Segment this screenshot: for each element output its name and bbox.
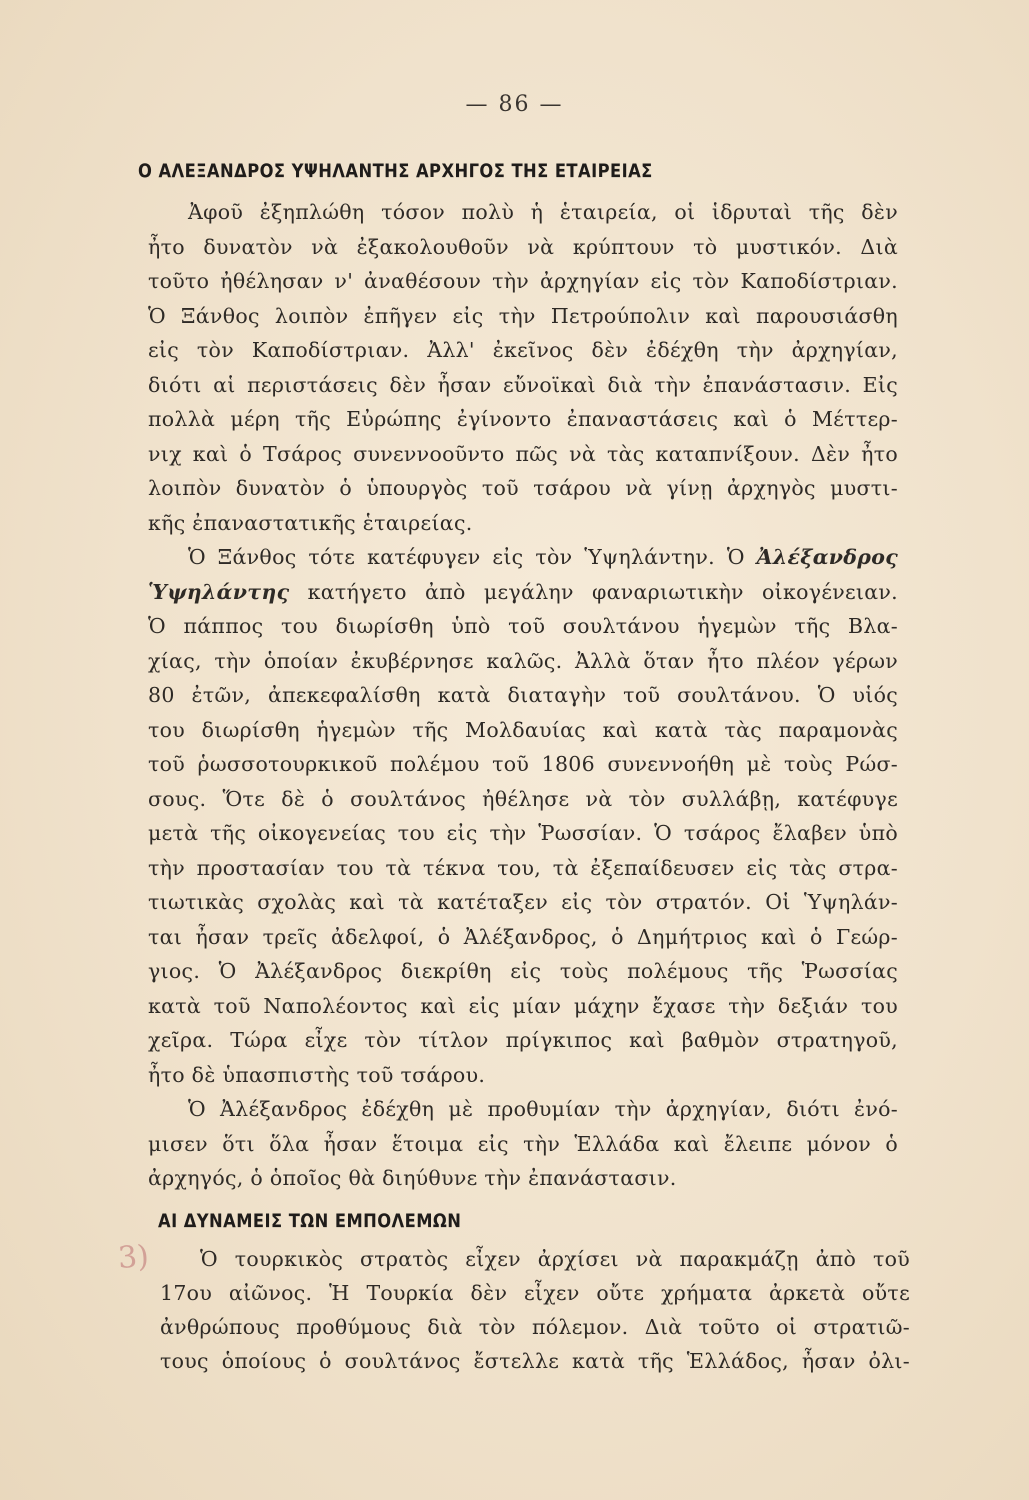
text-line: Ὁ τουρκικὸς στρατὸς εἶχεν ἀρχίσει νὰ παρακμάζῃ ἀπὸ τοῦ — [200, 1247, 910, 1271]
text-line: κῆς ἐπαναστατικῆς ἑταιρείας. — [148, 510, 473, 535]
text-line: λοιπὸν δυνατὸν ὁ ὑπουργὸς τοῦ τσάρου νὰ γίνῃ ἀρχηγὸς μυστι- — [148, 476, 898, 500]
section-body-forces — [160, 1242, 910, 1378]
text-line: σους. Ὅτε δὲ ὁ σουλτάνος ἠθέλησε νὰ τὸν συλλάβῃ, κατέφυγε — [148, 786, 898, 811]
text-line: χεῖρα. Τώρα εἶχε τὸν τίτλον πρίγκιπος καὶ βαθμὸν στρατηγοῦ, — [148, 1028, 898, 1052]
text-line: Ὁ πάππος του διωρίσθη ὑπὸ τοῦ σουλτάνου ἡγεμὼν τῆς Βλα- — [148, 614, 898, 638]
text-line: τους ὁποίους ὁ σουλτάνος ἔστελλε κατὰ τῆς Ἑλλάδος, ἦσαν ὀλι- — [160, 1349, 910, 1373]
text-line: κατὰ τοῦ Ναπολέοντος καὶ εἰς μίαν μάχην ἔχασε τὴν δεξιάν του — [148, 993, 898, 1018]
section-body-ypsilantis — [148, 195, 898, 1196]
text-line: Ἀφοῦ ἐξηπλώθη τόσον πολὺ ἡ ἑταιρεία, οἱ ἱδρυταὶ τῆς δὲν — [188, 200, 898, 224]
text-line: τοῦτο ἠθέλησαν ν' ἀναθέσουν τὴν ἀρχηγίαν εἰς τὸν Καποδίστριαν. — [148, 269, 898, 293]
text-line — [148, 575, 898, 610]
text-line: μισεν ὅτι ὅλα ἦσαν ἕτοιμα εἰς τὴν Ἑλλάδα καὶ ἔλειπε μόνον ὁ — [148, 1131, 898, 1156]
text-line: 80 ἐτῶν, ἀπεκεφαλίσθη κατὰ διαταγὴν τοῦ σουλτάνου. Ὁ υἱός — [148, 683, 898, 707]
text-line: τοῦ ῥωσσοτουρκικοῦ πολέμου τοῦ 1806 συνεννοήθη μὲ τοὺς Ρώσ- — [148, 752, 898, 776]
text-line: 17ου αἰῶνος. Ἡ Τουρκία δὲν εἶχεν οὔτε χρήματα ἀρκετὰ οὔτε — [160, 1281, 910, 1305]
text-line: εἰς τὸν Καποδίστριαν. Ἀλλ' ἐκεῖνος δὲν ἐδέχθη τὴν ἀρχηγίαν, — [148, 338, 898, 362]
margin-handwritten-mark: 3) — [116, 1238, 150, 1277]
text-run: κατήγετο ἀπὸ μεγάλην φαναριωτικὴν οἰκογένειαν. — [307, 579, 898, 604]
text-line: τὴν προστασίαν του τὰ τέκνα του, τὰ ἐξεπαίδευσεν εἰς τὰς στρα- — [148, 855, 898, 880]
text-line: γιος. Ὁ Ἀλέξανδρος διεκρίθη εἰς τοὺς πολέμους τῆς Ῥωσσίας — [148, 959, 898, 983]
text-line: διότι αἱ περιστάσεις δὲν ἦσαν εὔνοϊκαὶ διὰ τὴν ἐπανάστασιν. Εἰς — [148, 372, 898, 397]
section-heading-ypsilantis: Ο ΑΛΕΞΑΝΔΡΟΣ ΥΨΗΛΑΝΤΗΣ ΑΡΧΗΓΟΣ ΤΗΣ ΕΤΑΙΡΕΙΑΣ — [138, 160, 653, 182]
text-line: ἀνθρώπους προθύμους διὰ τὸν πόλεμον. Διὰ τοῦτο οἱ στρατιῶ- — [160, 1315, 910, 1339]
page-number: — 86 — — [465, 92, 564, 117]
text-line: Ὁ Ἀλέξανδρος ἐδέχθη μὲ προθυμίαν τὴν ἀρχηγίαν, διότι ἐνό- — [188, 1097, 898, 1121]
text-line: μετὰ τῆς οἰκογενείας του εἰς τὴν Ῥωσσίαν. Ὁ τσάρος ἔλαβεν ὑπὸ — [148, 821, 898, 845]
text-line: του διωρίσθη ἡγεμὼν τῆς Μολδαυίας καὶ κατὰ τὰς παραμονὰς — [148, 717, 898, 742]
text-line: πολλὰ μέρη τῆς Εὐρώπης ἐγίνοντο ἐπαναστάσεις καὶ ὁ Μέττερ- — [148, 407, 898, 431]
text-line: ἀρχηγός, ὁ ὁποῖος θὰ διηύθυνε τὴν ἐπανάστασιν. — [148, 1166, 677, 1190]
text-line: χίας, τὴν ὁποίαν ἐκυβέρνησε καλῶς. Ἀλλὰ ὅταν ἦτο πλέον γέρων — [148, 648, 898, 673]
text-run: Ὁ Ξάνθος τότε κατέφυγεν εἰς τὸν Ὑψηλάντην. Ὁ — [188, 545, 745, 569]
text-line — [148, 540, 898, 575]
text-line: τιωτικὰς σχολὰς καὶ τὰ κατέταξεν εἰς τὸν στρατόν. Οἱ Ὑψηλάν- — [148, 890, 898, 914]
name-emphasis: Ὑψηλάντης — [148, 579, 290, 604]
text-line: ται ἦσαν τρεῖς ἀδελφοί, ὁ Ἀλέξανδρος, ὁ Δημήτριος καὶ ὁ Γεώρ- — [148, 924, 898, 949]
text-line: Ὁ Ξάνθος λοιπὸν ἐπῆγεν εἰς τὴν Πετρούπολιν καὶ παρουσιάσθη — [148, 303, 898, 328]
name-emphasis: Ἀλέξανδρος — [756, 545, 898, 569]
text-line: ἦτο δυνατὸν νὰ ἐξακολουθοῦν νὰ κρύπτουν τὸ μυστικόν. Διὰ — [148, 234, 898, 259]
section-heading-forces: ΑΙ ΔΥΝΑΜΕΙΣ ΤΩΝ ΕΜΠΟΛΕΜΩΝ — [158, 1210, 462, 1232]
text-line: ἦτο δὲ ὑπασπιστὴς τοῦ τσάρου. — [148, 1062, 486, 1087]
text-line: νιχ καὶ ὁ Τσάρος συνεννοοῦντο πῶς νὰ τὰς καταπνίξουν. Δὲν ἦτο — [148, 441, 898, 466]
